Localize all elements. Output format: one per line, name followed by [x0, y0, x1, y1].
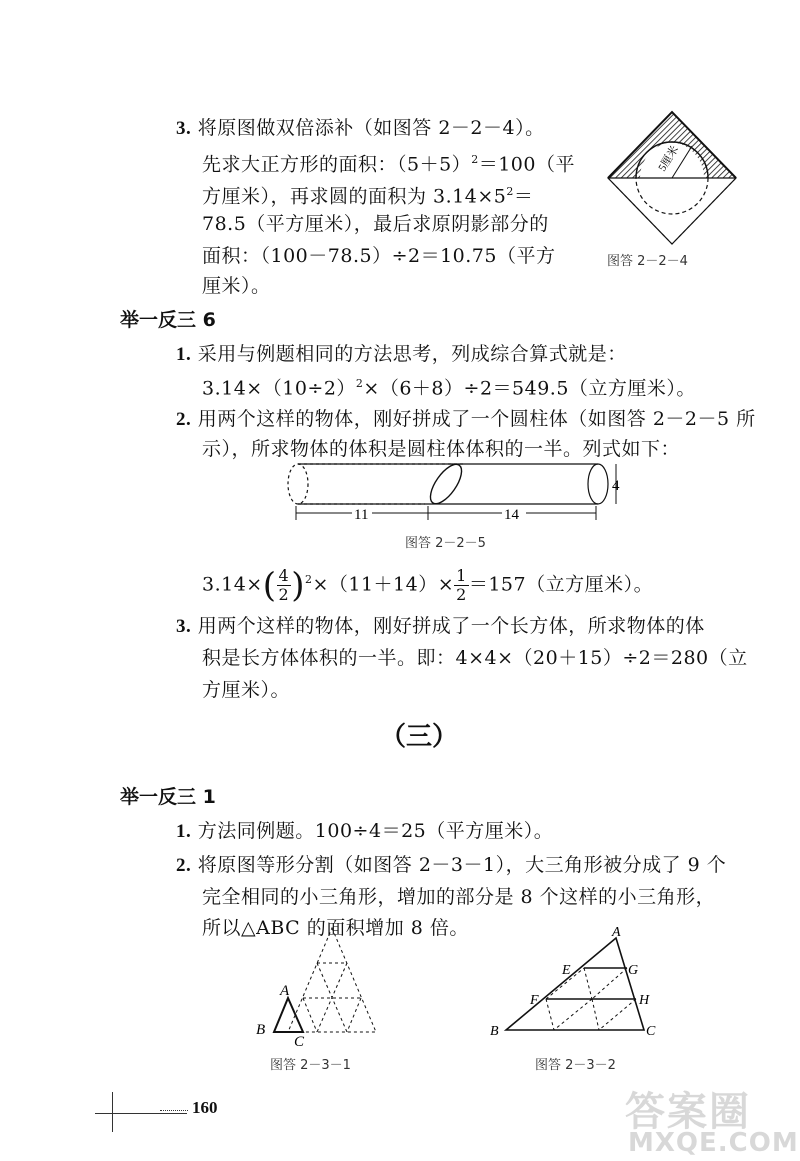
paren: ) — [291, 565, 305, 606]
vertex-c: C — [294, 1034, 305, 1050]
fraction-1-over-2 — [454, 567, 469, 604]
denominator: 2 — [278, 584, 290, 604]
vertex-b: B — [490, 1024, 499, 1039]
practice-6-item-3-line-3: 方厘米）。 — [202, 679, 291, 701]
length-11-label: 11 — [354, 507, 369, 523]
watermark-url: MXQE.COM — [628, 1128, 799, 1158]
left-end-ellipse — [288, 464, 308, 504]
watermark-logo: 答案圈 — [625, 1089, 751, 1135]
denominator: 2 — [456, 584, 467, 604]
vertex-g: G — [628, 963, 639, 978]
item-number: 2. — [176, 855, 192, 876]
practice-6-item-1-line-1 — [176, 338, 627, 371]
answer-3-line-2 — [202, 144, 575, 180]
vertex-a: A — [280, 983, 290, 999]
practice-1-item-2-line-3: 所以△ABC 的面积增加 8 倍。 — [202, 917, 469, 939]
text: 方厘米），再求圆的面积为 3.14×5 — [202, 185, 507, 208]
right-end-ellipse — [588, 464, 608, 504]
figure-2-2-4 — [600, 108, 750, 258]
text: 用两个这样的物体，刚好拼成了一个长方体，所求物体的体 — [197, 615, 705, 637]
vertex-c: C — [646, 1024, 656, 1039]
footer-dotted-rule — [160, 1110, 188, 1111]
text: 方法同例题。100÷4＝25（平方厘米）。 — [197, 820, 554, 842]
slanted-cut — [425, 459, 468, 508]
vertex-b: B — [256, 1022, 266, 1038]
text: ×（6＋8）÷2＝549.5（立方厘米）。 — [363, 377, 696, 400]
item-number: 1. — [176, 821, 192, 842]
added-triangle — [608, 178, 736, 244]
figure-2-3-2-caption: 图答 2－3－2 — [535, 1058, 616, 1073]
numerator: 1 — [456, 565, 467, 585]
practice-6-item-3-line-1 — [176, 610, 705, 643]
answer-3-line-1 — [176, 112, 545, 145]
vertex-h: H — [639, 993, 650, 1008]
figure-2-2-5 — [280, 458, 640, 528]
text: 将原图做双倍添补（如图答 2－2－4）。 — [197, 117, 545, 139]
footer-vertical-rule — [112, 1092, 113, 1132]
vertex-f: F — [530, 993, 539, 1008]
text: ×（11＋14）× — [312, 573, 455, 596]
practice-6-item-2-line-2: 示），所求物体的体积是圆柱体体积的一半。列式如下： — [202, 438, 681, 460]
text: 将原图等形分割（如图答 2－3－1），大三角形被分成了 9 个 — [197, 854, 727, 876]
radius-label: 5厘米 — [656, 143, 682, 174]
figure-2-3-1-caption: 图答 2－3－1 — [270, 1058, 351, 1073]
practice-1-item-1 — [176, 815, 553, 848]
text: 3.14×（10÷2） — [202, 377, 356, 400]
vertex-a: A — [612, 925, 621, 940]
superscript: 2 — [506, 185, 514, 198]
volume-formula — [202, 560, 653, 605]
heading-practice-1: 举一反三 1 — [120, 786, 216, 808]
numerator: 4 — [278, 565, 290, 585]
text: 采用与例题相同的方法思考，列成综合算式就是： — [197, 343, 627, 365]
text: 先求大正方形的面积：（5＋5） — [202, 153, 472, 176]
triangle-abc — [274, 998, 303, 1032]
practice-6-item-3-line-2: 积是长方体体积的一半。即：4×4×（20＋15）÷2＝280（立 — [202, 647, 748, 669]
page-number: 160 — [192, 1098, 218, 1117]
superscript: 2 — [304, 573, 313, 586]
dashed-grid — [288, 928, 376, 1032]
practice-6-item-2-line-1 — [176, 403, 756, 436]
triangle-abc — [506, 938, 644, 1030]
text: ＝100（平 — [478, 153, 575, 176]
answer-3-line-5: 面积：（100－78.5）÷2＝10.75（平方 — [202, 245, 556, 267]
practice-1-item-2-line-2: 完全相同的小三角形，增加的部分是 8 个这样的小三角形， — [202, 886, 716, 908]
figure-2-3-1 — [250, 922, 390, 1050]
paren: ( — [262, 565, 277, 606]
length-14-label: 14 — [504, 507, 519, 523]
heading-practice-6: 举一反三 6 — [120, 309, 216, 331]
figure-2-2-4-caption: 图答 2－2－4 — [607, 254, 688, 269]
answer-3-line-6: 厘米）。 — [202, 275, 271, 297]
figure-2-2-5-caption: 图答 2－2－5 — [405, 536, 486, 551]
footer-rule — [95, 1113, 187, 1114]
practice-1-item-2-line-1 — [176, 849, 726, 882]
diameter-label: 4 — [612, 478, 620, 494]
fraction-4-over-2 — [277, 567, 292, 604]
practice-6-item-1-line-2 — [202, 368, 696, 404]
text: ＝157（立方厘米）。 — [468, 573, 654, 596]
superscript: 2 — [355, 377, 364, 390]
figure-2-3-2 — [488, 924, 670, 1044]
vertex-e: E — [562, 963, 571, 978]
answer-3-line-3 — [202, 176, 533, 212]
section-title: （三） — [380, 722, 459, 752]
text: ＝ — [513, 185, 534, 208]
answer-3-line-4: 78.5（平方厘米），最后求原阴影部分的 — [202, 213, 549, 235]
text: 3.14× — [202, 573, 263, 596]
text: 用两个这样的物体，刚好拼成了一个圆柱体（如图答 2－2－5 所 — [197, 408, 756, 430]
superscript: 2 — [471, 153, 479, 166]
item-number: 1. — [176, 344, 192, 365]
item-number: 3. — [176, 616, 192, 637]
item-number: 2. — [176, 409, 192, 430]
item-number: 3. — [176, 118, 192, 139]
